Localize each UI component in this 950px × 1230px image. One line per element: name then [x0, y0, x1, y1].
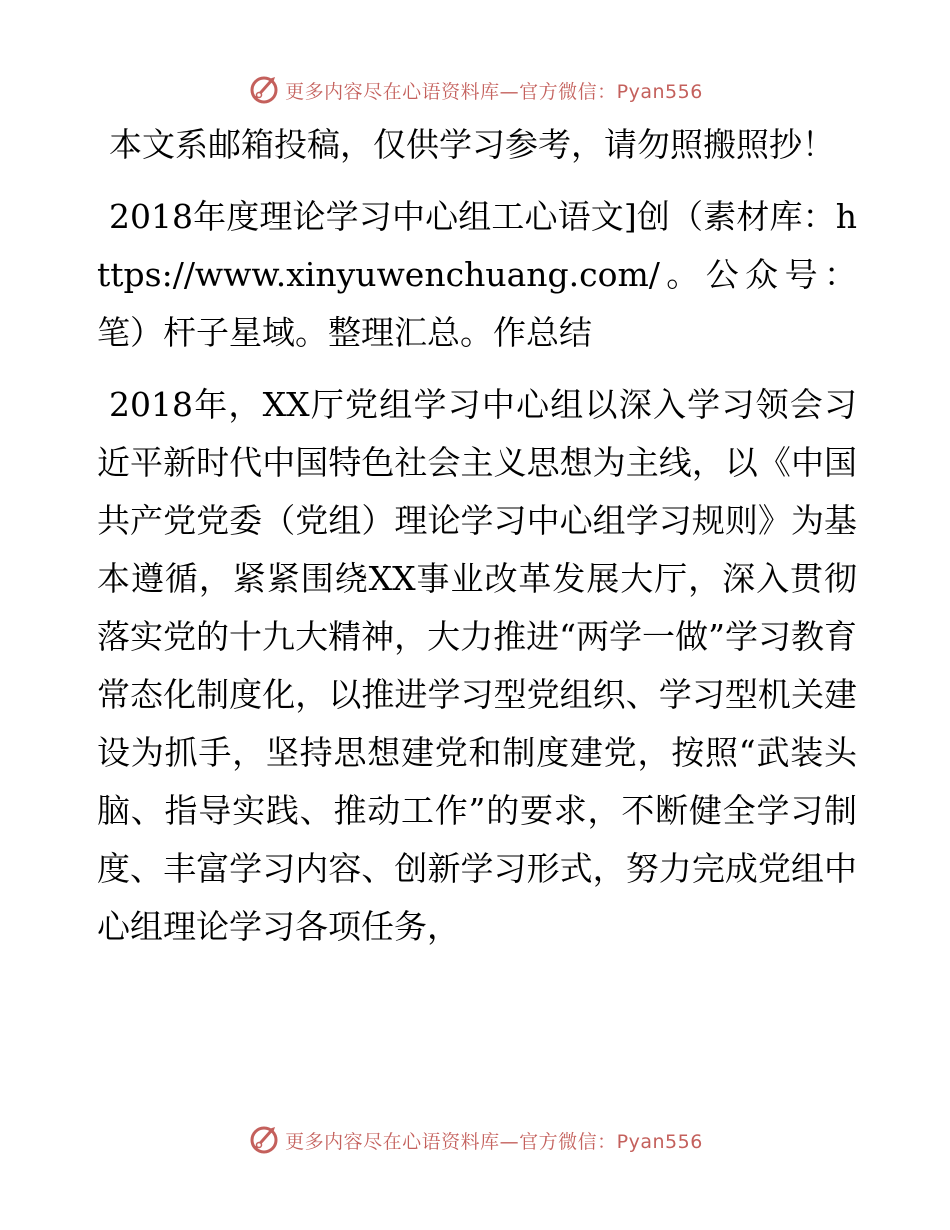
- paragraph-body: [97, 376, 857, 956]
- watermark-text: 更多内容尽在心语资料库—官方微信：Pyan556: [285, 80, 703, 103]
- paragraph-text: 本文系邮箱投稿，仅供学习参考，请勿照搬照抄！: [109, 125, 835, 164]
- header-watermark: [0, 70, 950, 110]
- document-body: [97, 116, 857, 970]
- watermark-text: 更多内容尽在心语资料库—官方微信：Pyan556: [285, 1130, 703, 1153]
- paragraph-text: 2018年，XX厅党组学习中心组以深入学习领会习近平新时代中国特色社会主义思想为主线，以《中国共产党党委（党组）理论学习中心组学习规则》为基本遵循，紧紧围绕XX事业改革发展大厅，深入贯彻落实党的十九大精神，大力推进“两学一做”学习教育常态化制度化，以推进学习型党组织、学习型机关建设为抓手，坚持思想建党和制度建党，按照“武装头脑、指导实践、推动工作”的要求，不断健全学习制度、丰富学习内容、创新学习形式，努力完成党组中心组理论学习各项任务，: [97, 385, 857, 946]
- paragraph-text: 2018年度理论学习中心组工心语文]创（素材库：https://www.xinyuwenchuang.com/。公众号：笔）杆子星域。整理汇总。作总结: [97, 197, 857, 352]
- pen-swirl-logo-icon: [247, 73, 281, 107]
- footer-watermark: [0, 1120, 950, 1160]
- paragraph-title: [97, 188, 857, 362]
- paragraph-notice: [97, 116, 857, 174]
- pen-swirl-logo-icon: [247, 1123, 281, 1157]
